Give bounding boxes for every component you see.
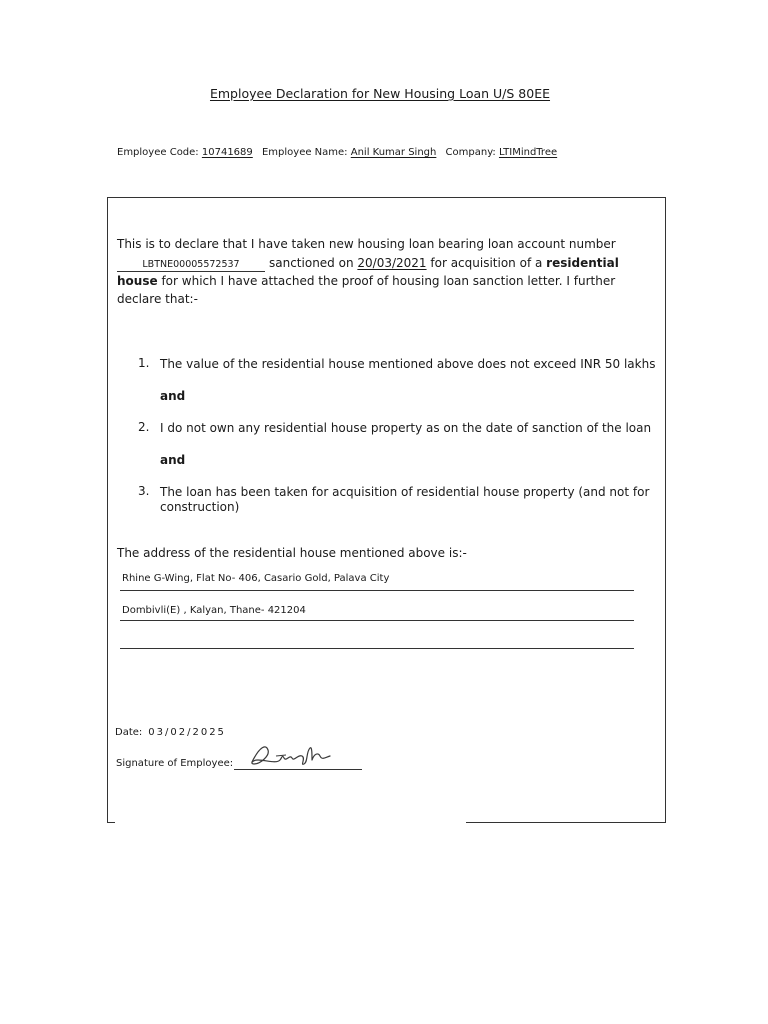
- declaration-line-3-rest: for which I have attached the proof of housing loan sanction letter. I further: [161, 274, 616, 288]
- date-label: Date:: [115, 727, 143, 738]
- loan-account-number: LBTNE00005572537: [117, 258, 265, 272]
- house-text: house: [117, 274, 158, 288]
- document-title: Employee Declaration for New Housing Loan U/S 80EE: [209, 86, 551, 101]
- address-line-2: Dombivli(E) , Kalyan, Thane- 421204: [122, 605, 306, 616]
- item-text-3b: construction): [160, 500, 240, 514]
- address-rule-2: [120, 620, 634, 621]
- address-heading: The address of the residential house mentioned above is:-: [117, 546, 467, 560]
- declaration-line-4: declare that:-: [117, 292, 198, 306]
- item-text-2: I do not own any residential house property as on the date of sanction of the loan: [160, 421, 652, 435]
- company-label: Company:: [445, 147, 496, 158]
- handwritten-signature: [246, 740, 336, 772]
- for-acquisition-text: for acquisition of a: [430, 256, 543, 270]
- item-text-3a: The loan has been taken for acquisition of residential house property (and not for: [160, 485, 650, 499]
- employee-info: [117, 147, 557, 158]
- declaration-intro: This is to declare that I have taken new housing loan bearing loan account number: [117, 237, 616, 251]
- signature-label: Signature of Employee:: [116, 758, 234, 769]
- employee-code-label: Employee Code:: [117, 147, 199, 158]
- employee-code: 10741689: [201, 147, 253, 158]
- sanction-date: 20/03/2021: [357, 256, 427, 270]
- residential-text: residential: [546, 256, 619, 270]
- item-number-3: 3.: [138, 484, 150, 498]
- address-rule-1: [120, 590, 634, 591]
- date-value: 03/02/2025: [148, 727, 226, 738]
- company-name: LTIMindTree: [498, 147, 558, 158]
- date-row: [115, 727, 226, 738]
- address-line-1: Rhine G-Wing, Flat No- 406, Casario Gold, Palava City: [122, 573, 390, 584]
- item-number-2: 2.: [138, 420, 150, 434]
- declaration-line-3: [117, 272, 615, 291]
- and-connector-2: and: [160, 453, 186, 467]
- and-connector-1: and: [160, 389, 186, 403]
- address-rule-3: [120, 648, 634, 649]
- sanctioned-on-text: sanctioned on: [269, 256, 354, 270]
- frame-bottom-gap: [115, 819, 466, 827]
- item-text-1: The value of the residential house mentioned above does not exceed INR 50 lakhs: [160, 357, 656, 371]
- item-number-1: 1.: [138, 356, 150, 370]
- employee-name: Anil Kumar Singh: [350, 147, 437, 158]
- employee-name-label: Employee Name:: [261, 147, 348, 158]
- declaration-line-2: [117, 254, 619, 273]
